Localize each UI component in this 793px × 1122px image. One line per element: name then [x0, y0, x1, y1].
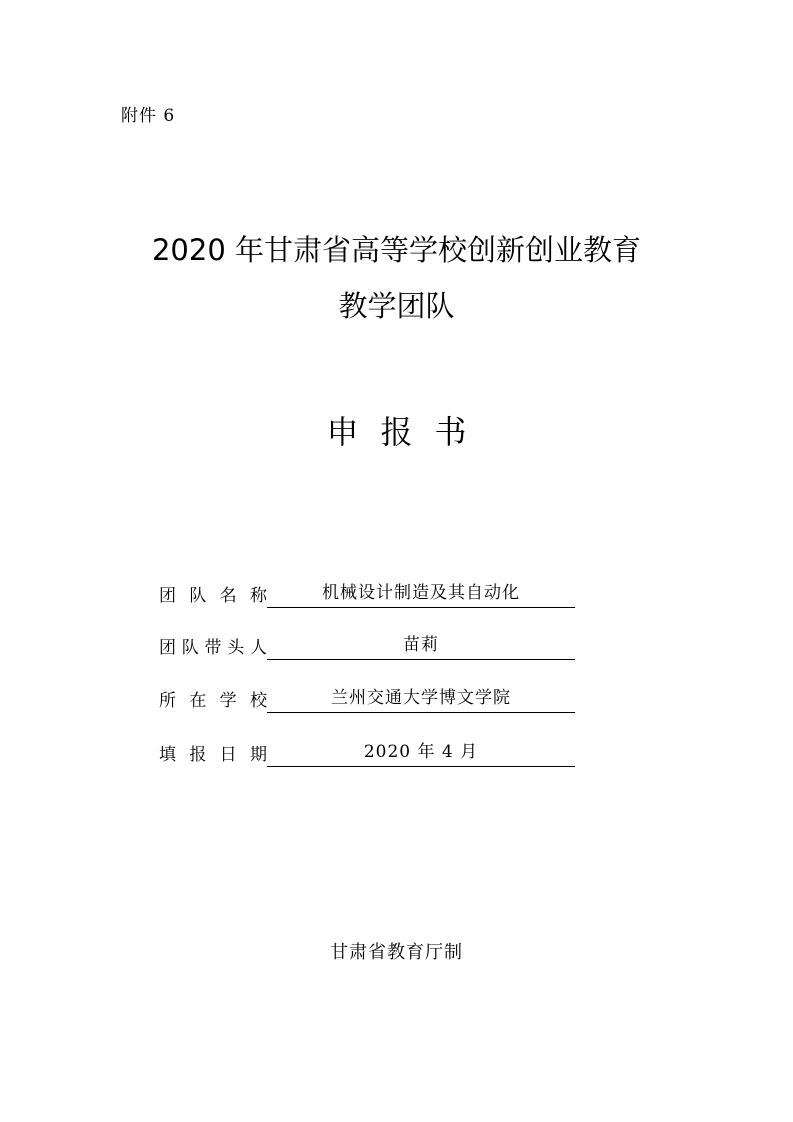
date-label: 填报日期 — [159, 745, 267, 765]
form-row-date — [159, 737, 575, 767]
page-title-line-1: 2020 年甘肃省高等学校创新创业教育 — [151, 233, 642, 267]
school-label: 所在学校 — [159, 691, 267, 711]
form-row-team-name — [159, 578, 575, 608]
team-name-field[interactable]: 机械设计制造及其自动化 — [267, 581, 575, 608]
school-field[interactable]: 兰州交通大学博文学院 — [267, 686, 575, 713]
document-type-heading: 申报书 — [326, 413, 489, 451]
form-row-team-leader — [159, 630, 575, 660]
team-name-label: 团队名称 — [159, 586, 267, 606]
form-row-school — [159, 683, 575, 713]
team-leader-label: 团队带头人 — [159, 638, 267, 658]
attachment-label: 附件 6 — [121, 106, 176, 126]
page-title-line-2: 教学团队 — [338, 289, 455, 323]
date-field[interactable]: 2020 年 4 月 — [267, 740, 575, 767]
issuer-line: 甘肃省教育厅制 — [330, 942, 463, 963]
team-leader-field[interactable]: 苗莉 — [267, 633, 575, 660]
